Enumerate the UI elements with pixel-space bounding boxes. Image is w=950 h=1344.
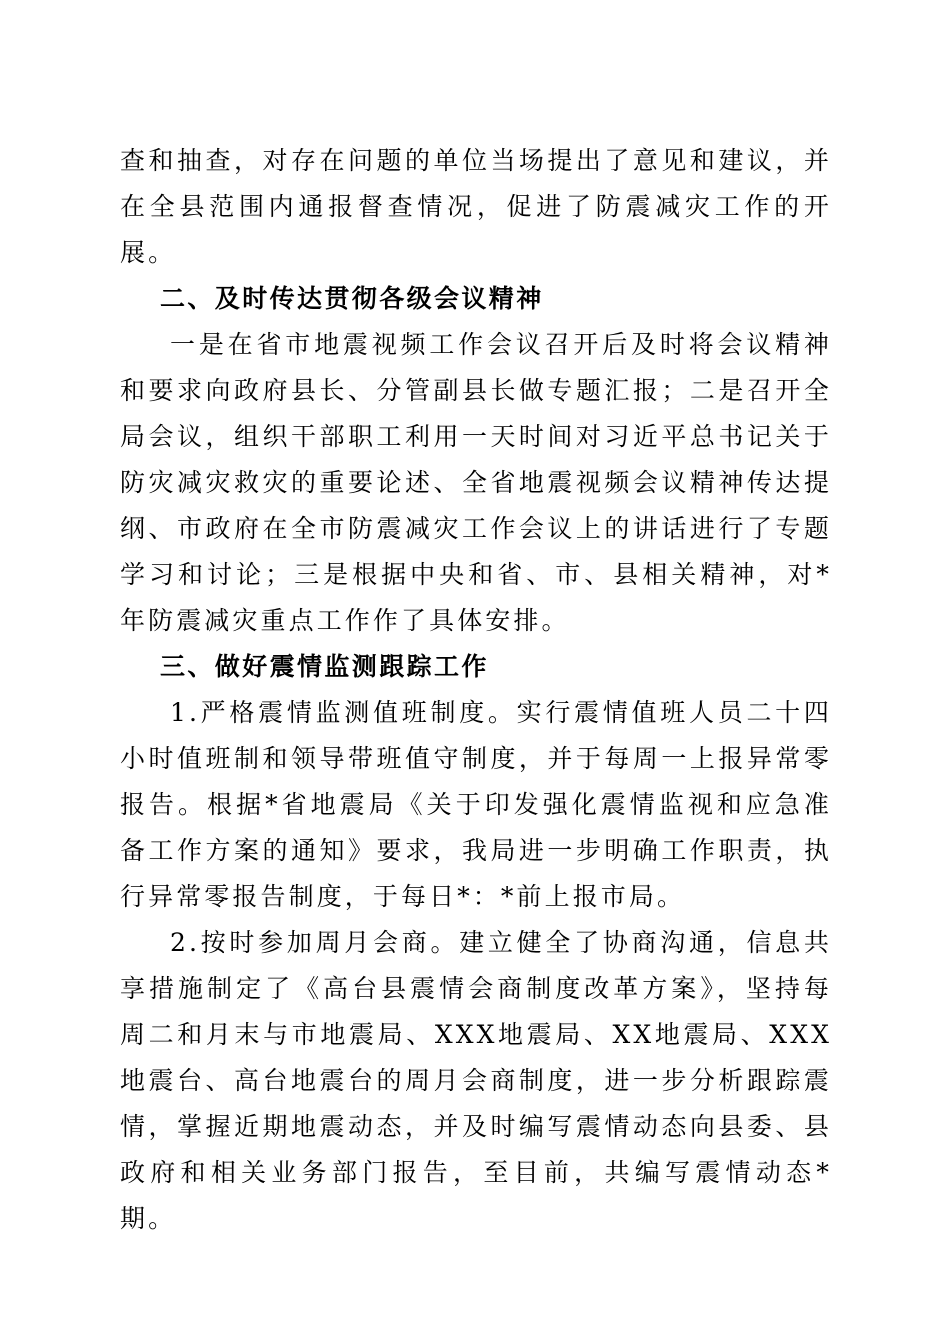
section-heading-text: 三、做好震情监测跟踪工作 xyxy=(160,652,489,681)
section-heading-2 xyxy=(120,276,832,322)
document-body xyxy=(120,138,832,1242)
paragraph-text: 查和抽查，对存在问题的单位当场提出了意见和建议，并在全县范围内通报督查情况，促进了防震减灾工作的开展。 xyxy=(120,146,832,267)
paragraph-monitoring-duty xyxy=(120,690,832,920)
paragraph-meeting-spirit xyxy=(120,322,832,644)
paragraph-text: 1.严格震情监测值班制度。实行震情值班人员二十四小时值班制和领导带班值守制度，并于每周一上报异常零报告。根据*省地震局《关于印发强化震情监视和应急准备工作方案的通知》要求，我局进一步明确工作职责，执行异常零报告制度，于每日*：*前上报市局。 xyxy=(120,698,832,911)
paragraph-text: 2.按时参加周月会商。建立健全了协商沟通，信息共享措施制定了《高台县震情会商制度改革方案》，坚持每周二和月末与市地震局、XXX地震局、XX地震局、XXX地震台、高台地震台的周月会商制度，进一步分析跟踪震情，掌握近期地震动态，并及时编写震情动态向县委、县政府和相关业务部门报告，至目前，共编写震情动态*期。 xyxy=(120,928,832,1233)
paragraph-consultation xyxy=(120,920,832,1242)
paragraph-continuation xyxy=(120,138,832,276)
paragraph-text: 一是在省市地震视频工作会议召开后及时将会议精神和要求向政府县长、分管副县长做专题汇报；二是召开全局会议，组织干部职工利用一天时间对习近平总书记关于防灾减灾救灾的重要论述、全省地震视频会议精神传达提纲、市政府在全市防震减灾工作会议上的讲话进行了专题学习和讨论；三是根据中央和省、市、县相关精神，对*年防震减灾重点工作作了具体安排。 xyxy=(120,330,832,635)
section-heading-text: 二、及时传达贯彻各级会议精神 xyxy=(160,284,544,313)
section-heading-3 xyxy=(120,644,832,690)
